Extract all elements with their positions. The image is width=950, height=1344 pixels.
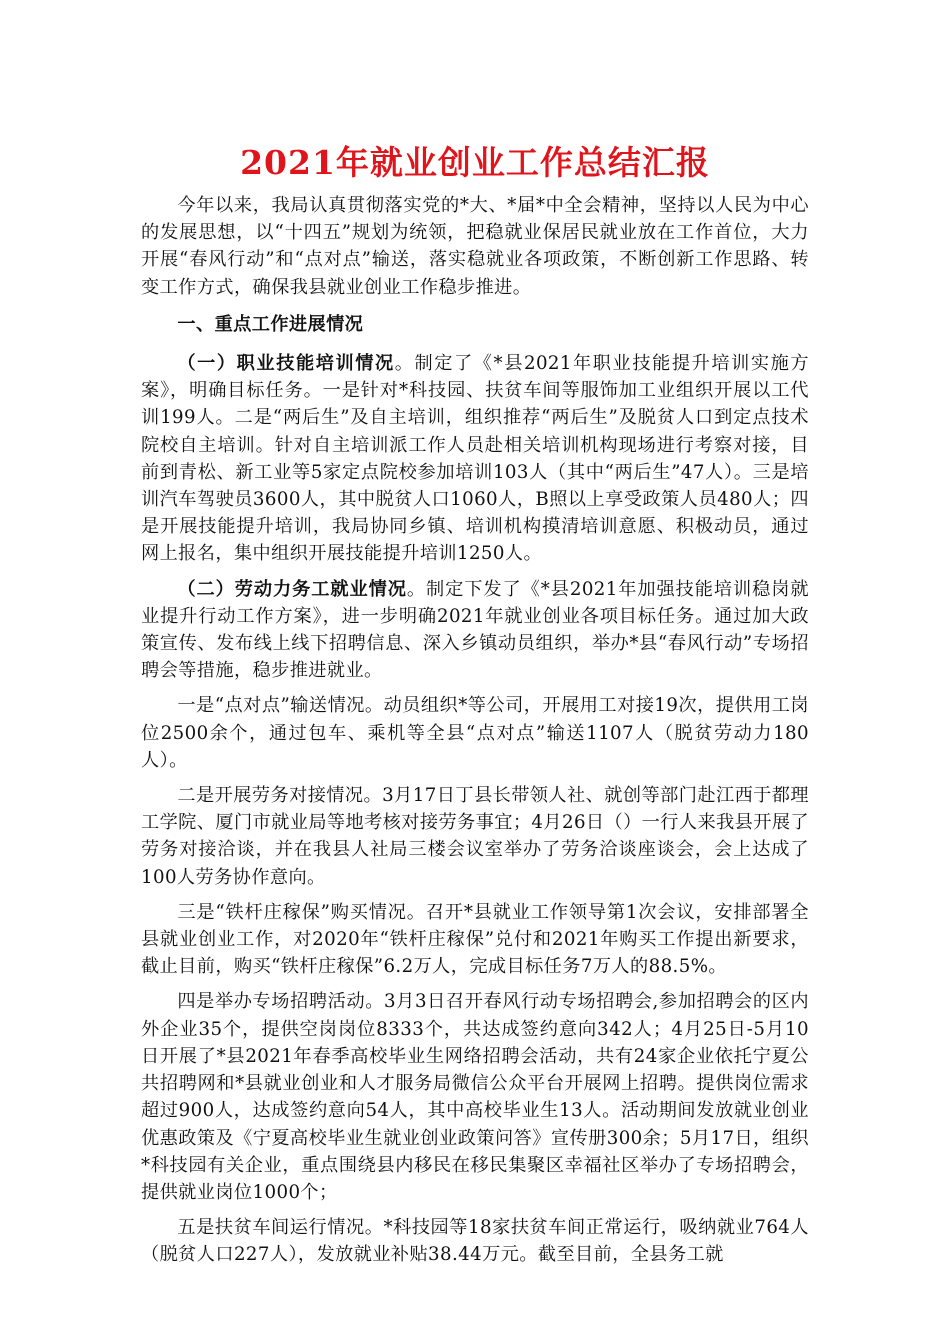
paragraph-insurance: 三是“铁杆庄稼保”购买情况。召开*县就业工作领导第1次会议，安排部署全县就业创业工作，对2020年“铁杆庄稼保”兑付和2021年购买工作提出新要求，截止目前，购买“铁杆庄稼保”6.2万人，完成目标任务7万人的88.5%。 <box>141 901 809 978</box>
paragraph-workshops: 五是扶贫车间运行情况。*科技园等18家扶贫车间正常运行，吸纳就业764人（脱贫人口227人），发放就业补贴38.44万元。截至目前，全县务工就 <box>141 1217 809 1266</box>
paragraph-point-to-point: 一是“点对点”输送情况。动员组织*等公司，开展用工对接19次，提供用工岗位2500余个，通过包车、乘机等全县“点对点”输送1107人（脱贫劳动力180人）。 <box>141 695 809 771</box>
subsection-2-body: 。制定下发了《*县2021年加强技能培训稳岗就业提升行动工作方案》，进一步明确2021年就业创业各项目标任务。通过加大政策宣传、发布线上线下招聘信息、深入乡镇动员组织，举办*县“春风行动”专场招聘会等措施，稳步推进就业。 <box>141 578 809 682</box>
subsection-2-paragraph <box>141 576 809 685</box>
subsection-1-body: 。制定了《*县2021年职业技能提升培训实施方案》，明确目标任务。一是针对*科技园、扶贫车间等服饰加工业组织开展以工代训199人。二是“两后生”及自主培训，组织推荐“两后生”及脱贫人口到定点技术院校自主培训。针对自主培训派工作人员赴相关培训机构现场进行考察对接，目前到青松、新工业等5家定点院校参加培训103人（其中“两后生”47人）。三是培训汽车驾驶员3600人，其中脱贫人口1060人，B照以上享受政策人员480人；四是开展技能提升培训，我局协同乡镇、培训机构摸清培训意愿、积极动员，通过网上报名，集中组织开展技能提升培训1250人。 <box>141 353 809 565</box>
section-heading-1: 一、重点工作进展情况 <box>177 313 364 335</box>
intro-paragraph: 今年以来，我局认真贯彻落实党的*大、*届*中全会精神，坚持以人民为中心的发展思想，以“十四五”规划为统领，把稳就业保居民就业放在工作首位，大力开展“春风行动”和“点对点”输送，落实稳就业各项政策，不断创新工作思路、转变工作方式，确保我县就业创业工作稳步推进。 <box>141 195 809 298</box>
document-title: 2021年就业创业工作总结汇报 <box>240 143 710 182</box>
subsection-1-paragraph <box>141 350 809 568</box>
paragraph-job-fairs: 四是举办专场招聘活动。3月3日召开春风行动专场招聘会,参加招聘会的区内外企业35个，提供空岗岗位8333个，共达成签约意向342人；4月25日-5月10日开展了*县2021年春季高校毕业生网络招聘会活动，共有24家企业依托宁夏公共招聘网和*县就业创业和人才服务局微信公众平台开展网上招聘。提供岗位需求超过900人，达成签约意向54人，其中高校毕业生13人。活动期间发放就业创业优惠政策及《宁夏高校毕业生就业创业政策问答》宣传册300余；5月17日，组织*科技园有关企业，重点围绕县内移民在移民集聚区幸福社区举办了专场招聘会，提供就业岗位1000个； <box>141 991 809 1203</box>
subsection-1-lead: （一）职业技能培训情况 <box>177 353 395 375</box>
subsection-2-lead: （二）劳动力务工就业情况 <box>177 578 407 600</box>
paragraph-labor-docking: 二是开展劳务对接情况。3月17日丁县长带领人社、就创等部门赴江西于都理工学院、厦门市就业局等地考核对接劳务事宜；4月26日（）一行人来我县开展了劳务对接洽谈，并在我县人社局三楼会议室举办了劳务洽谈座谈会，会上达成了100人劳务协作意向。 <box>141 785 809 888</box>
